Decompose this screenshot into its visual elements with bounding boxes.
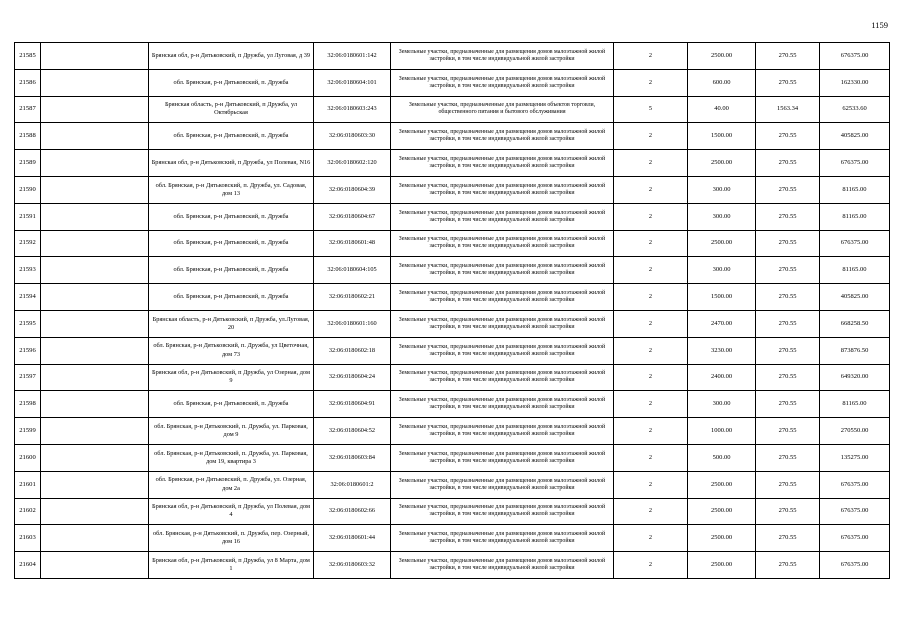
address-cell: Брянская область, р-н Дятьковский, п Дружба, ул Октябрьская <box>149 96 314 123</box>
table-row <box>15 418 890 445</box>
table-row <box>15 203 890 230</box>
blank-cell <box>41 552 149 579</box>
cadastral-value-cell: 649320.00 <box>820 364 890 391</box>
specific-value-cell: 270.55 <box>756 257 820 284</box>
cadastral-number-cell: 32:06:0180601:44 <box>314 525 391 552</box>
table-row <box>15 337 890 364</box>
area-cell: 500.00 <box>688 444 756 471</box>
row-number: 21593 <box>15 257 41 284</box>
land-use-cell: Земельные участки, предназначенные для размещения домов малоэтажной жилой застройки, в том числе индивидуальной жилой застройки <box>391 69 614 96</box>
area-cell: 300.00 <box>688 391 756 418</box>
cadastral-value-cell: 676375.00 <box>820 552 890 579</box>
cadastral-number-cell: 32:06:0180603:243 <box>314 96 391 123</box>
cadastral-value-cell: 676375.00 <box>820 498 890 525</box>
blank-cell <box>41 364 149 391</box>
cadastral-value-cell: 676375.00 <box>820 471 890 498</box>
cadastral-number-cell: 32:06:0180604:105 <box>314 257 391 284</box>
group-cell: 2 <box>614 418 688 445</box>
specific-value-cell: 1563.34 <box>756 96 820 123</box>
cadastral-value-cell: 676375.00 <box>820 43 890 70</box>
area-cell: 300.00 <box>688 203 756 230</box>
table-row <box>15 69 890 96</box>
table-row <box>15 471 890 498</box>
specific-value-cell: 270.55 <box>756 444 820 471</box>
row-number: 21592 <box>15 230 41 257</box>
row-number: 21590 <box>15 176 41 203</box>
cadastral-value-cell: 162330.00 <box>820 69 890 96</box>
cadastral-number-cell: 32:06:0180601:142 <box>314 43 391 70</box>
table-row <box>15 310 890 337</box>
row-number: 21602 <box>15 498 41 525</box>
address-cell: обл. Брянская, р-н Дятьковский, п. Дружба <box>149 230 314 257</box>
blank-cell <box>41 257 149 284</box>
table-row <box>15 364 890 391</box>
area-cell: 600.00 <box>688 69 756 96</box>
specific-value-cell: 270.55 <box>756 150 820 177</box>
cadastral-value-cell: 676375.00 <box>820 230 890 257</box>
blank-cell <box>41 43 149 70</box>
row-number: 21603 <box>15 525 41 552</box>
table-row <box>15 552 890 579</box>
blank-cell <box>41 391 149 418</box>
blank-cell <box>41 471 149 498</box>
address-cell: обл. Брянская, р-н Дятьковский, п. Дружба <box>149 123 314 150</box>
address-cell: обл. Брянская, р-н Дятьковский, п. Дружба <box>149 69 314 96</box>
specific-value-cell: 270.55 <box>756 123 820 150</box>
land-use-cell: Земельные участки, предназначенные для размещения домов малоэтажной жилой застройки, в том числе индивидуальной жилой застройки <box>391 552 614 579</box>
cadastral-number-cell: 32:06:0180604:101 <box>314 69 391 96</box>
table-row <box>15 284 890 311</box>
area-cell: 2500.00 <box>688 230 756 257</box>
table-row <box>15 96 890 123</box>
land-use-cell: Земельные участки, предназначенные для размещения домов малоэтажной жилой застройки, в том числе индивидуальной жилой застройки <box>391 257 614 284</box>
area-cell: 2500.00 <box>688 43 756 70</box>
land-use-cell: Земельные участки, предназначенные для размещения домов малоэтажной жилой застройки, в том числе индивидуальной жилой застройки <box>391 43 614 70</box>
land-use-cell: Земельные участки, предназначенные для размещения домов малоэтажной жилой застройки, в том числе индивидуальной жилой застройки <box>391 471 614 498</box>
table-row <box>15 498 890 525</box>
area-cell: 300.00 <box>688 257 756 284</box>
address-cell: обл. Брянская, р-н Дятьковский, п. Дружба, ул. Парковая, дом 19, квартира 3 <box>149 444 314 471</box>
blank-cell <box>41 96 149 123</box>
row-number: 21589 <box>15 150 41 177</box>
blank-cell <box>41 123 149 150</box>
blank-cell <box>41 176 149 203</box>
specific-value-cell: 270.55 <box>756 337 820 364</box>
group-cell: 2 <box>614 284 688 311</box>
cadastral-number-cell: 32:06:0180604:67 <box>314 203 391 230</box>
specific-value-cell: 270.55 <box>756 552 820 579</box>
row-number: 21596 <box>15 337 41 364</box>
row-number: 21604 <box>15 552 41 579</box>
cadastral-number-cell: 32:06:0180604:24 <box>314 364 391 391</box>
group-cell: 2 <box>614 525 688 552</box>
cadastral-value-cell: 676375.00 <box>820 150 890 177</box>
land-use-cell: Земельные участки, предназначенные для размещения домов малоэтажной жилой застройки, в том числе индивидуальной жилой застройки <box>391 230 614 257</box>
address-cell: обл. Брянская, р-н Дятьковский, п. Дружба <box>149 391 314 418</box>
land-use-cell: Земельные участки, предназначенные для размещения домов малоэтажной жилой застройки, в том числе индивидуальной жилой застройки <box>391 310 614 337</box>
blank-cell <box>41 444 149 471</box>
area-cell: 2500.00 <box>688 552 756 579</box>
group-cell: 2 <box>614 257 688 284</box>
table-row <box>15 150 890 177</box>
blank-cell <box>41 230 149 257</box>
specific-value-cell: 270.55 <box>756 525 820 552</box>
address-cell: Брянская обл, р-н Дятьковский, п Дружба, ул Луговая, д 39 <box>149 43 314 70</box>
land-use-cell: Земельные участки, предназначенные для размещения домов малоэтажной жилой застройки, в том числе индивидуальной жилой застройки <box>391 203 614 230</box>
table-row <box>15 525 890 552</box>
cadastral-number-cell: 32:06:0180603:84 <box>314 444 391 471</box>
row-number: 21600 <box>15 444 41 471</box>
cadastral-value-cell: 81165.00 <box>820 176 890 203</box>
area-cell: 2500.00 <box>688 498 756 525</box>
specific-value-cell: 270.55 <box>756 364 820 391</box>
cadastral-number-cell: 32:06:0180603:30 <box>314 123 391 150</box>
land-use-cell: Земельные участки, предназначенные для размещения объектов торговли, общественного питания и бытового обслуживания <box>391 96 614 123</box>
group-cell: 2 <box>614 69 688 96</box>
row-number: 21591 <box>15 203 41 230</box>
cadastral-number-cell: 32:06:0180602:21 <box>314 284 391 311</box>
cadastral-number-cell: 32:06:0180604:52 <box>314 418 391 445</box>
area-cell: 2500.00 <box>688 525 756 552</box>
group-cell: 2 <box>614 552 688 579</box>
land-use-cell: Земельные участки, предназначенные для размещения домов малоэтажной жилой застройки, в том числе индивидуальной жилой застройки <box>391 444 614 471</box>
land-use-cell: Земельные участки, предназначенные для размещения домов малоэтажной жилой застройки, в том числе индивидуальной жилой застройки <box>391 391 614 418</box>
address-cell: Брянская обл, р-н Дятьковский, п Дружба, ул 8 Марта, дом 1 <box>149 552 314 579</box>
blank-cell <box>41 284 149 311</box>
cadastral-value-cell: 405825.00 <box>820 284 890 311</box>
area-cell: 40.00 <box>688 96 756 123</box>
group-cell: 2 <box>614 150 688 177</box>
land-use-cell: Земельные участки, предназначенные для размещения домов малоэтажной жилой застройки, в том числе индивидуальной жилой застройки <box>391 525 614 552</box>
group-cell: 2 <box>614 364 688 391</box>
cadastral-number-cell: 32:06:0180601:48 <box>314 230 391 257</box>
row-number: 21598 <box>15 391 41 418</box>
cadastral-value-table <box>14 42 890 579</box>
land-use-cell: Земельные участки, предназначенные для размещения домов малоэтажной жилой застройки, в том числе индивидуальной жилой застройки <box>391 364 614 391</box>
blank-cell <box>41 150 149 177</box>
group-cell: 5 <box>614 96 688 123</box>
area-cell: 3230.00 <box>688 337 756 364</box>
cadastral-value-cell: 81165.00 <box>820 391 890 418</box>
land-use-cell: Земельные участки, предназначенные для размещения домов малоэтажной жилой застройки, в том числе индивидуальной жилой застройки <box>391 337 614 364</box>
specific-value-cell: 270.55 <box>756 498 820 525</box>
land-use-cell: Земельные участки, предназначенные для размещения домов малоэтажной жилой застройки, в том числе индивидуальной жилой застройки <box>391 123 614 150</box>
row-number: 21588 <box>15 123 41 150</box>
blank-cell <box>41 337 149 364</box>
specific-value-cell: 270.55 <box>756 176 820 203</box>
cadastral-value-cell: 668258.50 <box>820 310 890 337</box>
specific-value-cell: 270.55 <box>756 418 820 445</box>
blank-cell <box>41 310 149 337</box>
cadastral-number-cell: 32:06:0180602:18 <box>314 337 391 364</box>
table-row <box>15 123 890 150</box>
specific-value-cell: 270.55 <box>756 69 820 96</box>
group-cell: 2 <box>614 203 688 230</box>
cadastral-value-cell: 81165.00 <box>820 257 890 284</box>
group-cell: 2 <box>614 498 688 525</box>
table-body <box>15 43 890 579</box>
table-row <box>15 444 890 471</box>
table-row <box>15 176 890 203</box>
area-cell: 1000.00 <box>688 418 756 445</box>
land-use-cell: Земельные участки, предназначенные для размещения домов малоэтажной жилой застройки, в том числе индивидуальной жилой застройки <box>391 284 614 311</box>
land-use-cell: Земельные участки, предназначенные для размещения домов малоэтажной жилой застройки, в том числе индивидуальной жилой застройки <box>391 150 614 177</box>
specific-value-cell: 270.55 <box>756 310 820 337</box>
row-number: 21595 <box>15 310 41 337</box>
page-number: 1159 <box>871 20 888 30</box>
group-cell: 2 <box>614 176 688 203</box>
group-cell: 2 <box>614 471 688 498</box>
cadastral-number-cell: 32:06:0180603:32 <box>314 552 391 579</box>
address-cell: Брянская область, р-н Дятьковский, п Дружба, ул.Луговая, 20 <box>149 310 314 337</box>
row-number: 21587 <box>15 96 41 123</box>
area-cell: 300.00 <box>688 176 756 203</box>
specific-value-cell: 270.55 <box>756 203 820 230</box>
group-cell: 2 <box>614 230 688 257</box>
specific-value-cell: 270.55 <box>756 284 820 311</box>
row-number: 21586 <box>15 69 41 96</box>
address-cell: Брянская обл, р-н Дятьковский, п Дружба, ул Полевая, дом 4 <box>149 498 314 525</box>
blank-cell <box>41 203 149 230</box>
table-row <box>15 230 890 257</box>
cadastral-value-cell: 62533.60 <box>820 96 890 123</box>
row-number: 21597 <box>15 364 41 391</box>
specific-value-cell: 270.55 <box>756 230 820 257</box>
land-use-cell: Земельные участки, предназначенные для размещения домов малоэтажной жилой застройки, в том числе индивидуальной жилой застройки <box>391 418 614 445</box>
group-cell: 2 <box>614 391 688 418</box>
cadastral-number-cell: 32:06:0180601:2 <box>314 471 391 498</box>
row-number: 21599 <box>15 418 41 445</box>
cadastral-number-cell: 32:06:0180602:66 <box>314 498 391 525</box>
area-cell: 1500.00 <box>688 284 756 311</box>
table-row <box>15 391 890 418</box>
address-cell: обл. Брянская, р-н Дятьковский, п. Дружба <box>149 203 314 230</box>
cadastral-value-cell: 135275.00 <box>820 444 890 471</box>
group-cell: 2 <box>614 310 688 337</box>
cadastral-value-cell: 270550.00 <box>820 418 890 445</box>
specific-value-cell: 270.55 <box>756 43 820 70</box>
cadastral-value-cell: 873876.50 <box>820 337 890 364</box>
address-cell: обл. Брянская, р-н Дятьковский, п. Дружба, ул. Садовая, дом 13 <box>149 176 314 203</box>
address-cell: обл. Брянская, р-н Дятьковский, п. Дружба, ул Цветочная, дом 73 <box>149 337 314 364</box>
blank-cell <box>41 69 149 96</box>
group-cell: 2 <box>614 337 688 364</box>
group-cell: 2 <box>614 43 688 70</box>
area-cell: 2500.00 <box>688 471 756 498</box>
cadastral-number-cell: 32:06:0180604:39 <box>314 176 391 203</box>
land-use-cell: Земельные участки, предназначенные для размещения домов малоэтажной жилой застройки, в том числе индивидуальной жилой застройки <box>391 176 614 203</box>
row-number: 21601 <box>15 471 41 498</box>
cadastral-number-cell: 32:06:0180602:120 <box>314 150 391 177</box>
address-cell: обл. Брянская, р-н Дятьковский, п. Дружба, пер. Озерный, дом 16 <box>149 525 314 552</box>
address-cell: обл. Брянская, р-н Дятьковский, п. Дружба, ул. Озерная, дом 2а <box>149 471 314 498</box>
area-cell: 2400.00 <box>688 364 756 391</box>
cadastral-value-cell: 81165.00 <box>820 203 890 230</box>
cadastral-value-cell: 676375.00 <box>820 525 890 552</box>
cadastral-value-cell: 405825.00 <box>820 123 890 150</box>
row-number: 21585 <box>15 43 41 70</box>
area-cell: 2500.00 <box>688 150 756 177</box>
address-cell: Брянская обл, р-н Дятьковский, п Дружба, ул Полевая, N16 <box>149 150 314 177</box>
cadastral-number-cell: 32:06:0180604:91 <box>314 391 391 418</box>
area-cell: 2470.00 <box>688 310 756 337</box>
blank-cell <box>41 418 149 445</box>
area-cell: 1500.00 <box>688 123 756 150</box>
table-row <box>15 43 890 70</box>
address-cell: Брянская обл, р-н Дятьковский, п Дружба, ул Озерная, дом 9 <box>149 364 314 391</box>
specific-value-cell: 270.55 <box>756 471 820 498</box>
address-cell: обл. Брянская, р-н Дятьковский, п. Дружба, ул. Парковая, дом 9 <box>149 418 314 445</box>
address-cell: обл. Брянская, р-н Дятьковский, п. Дружба <box>149 257 314 284</box>
land-use-cell: Земельные участки, предназначенные для размещения домов малоэтажной жилой застройки, в том числе индивидуальной жилой застройки <box>391 498 614 525</box>
cadastral-number-cell: 32:06:0180601:160 <box>314 310 391 337</box>
blank-cell <box>41 525 149 552</box>
table-row <box>15 257 890 284</box>
row-number: 21594 <box>15 284 41 311</box>
address-cell: обл. Брянская, р-н Дятьковский, п. Дружба <box>149 284 314 311</box>
group-cell: 2 <box>614 123 688 150</box>
group-cell: 2 <box>614 444 688 471</box>
blank-cell <box>41 498 149 525</box>
specific-value-cell: 270.55 <box>756 391 820 418</box>
